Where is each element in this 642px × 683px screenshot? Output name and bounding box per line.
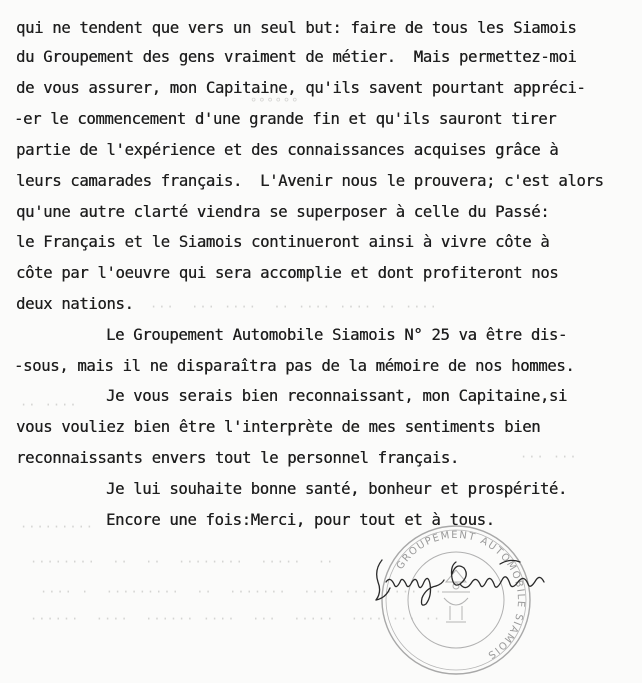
signature [360,552,560,612]
letter-line: Le Groupement Automobile Siamois N° 25 va être dis- [106,326,567,344]
letter-line: Je vous serais bien reconnaissant, mon Capitaine,si [106,387,567,405]
letter-line: reconnaissants envers tout le personnel français. [16,449,459,467]
letter-line: -sous, mais il ne disparaîtra pas de la mémoire de nos hommes. [14,357,575,375]
show-through-text: ········· [20,520,95,534]
show-through-text: ··· ··· [520,450,578,464]
letter-line: Encore une fois:Merci, pour tout et à tous. [106,511,495,529]
letter-line: qu'une autre clarté viendra se superposer à celle du Passé: [16,203,550,221]
letter-line: -er le commencement d'une grande fin et qu'ils sauront tirer [14,110,557,128]
letter-line: de vous assurer, mon Capitaine, qu'ils savent pourtant appréci- [16,79,586,97]
letter-line: du Groupement des gens vraiment de métier. Mais permettez-moi [16,48,577,66]
letter-line: leurs camarades français. L'Avenir nous le prouvera; c'est alors [16,172,604,190]
letter-line: côte par l'oeuvre qui sera accomplie et dont profiteront nos [16,264,559,282]
stamp-text: GROUPEMENT AUTOMOBILE SIAMOIS [394,529,527,661]
letter-line: deux nations. [16,295,134,313]
show-through-text: ··· ··· ···· ·· ···· ···· ·· ···· [150,300,438,314]
letter-line: qui ne tendent que vers un seul but: faire de tous les Siamois [16,19,577,37]
show-through-text: ···· · ········· ·· ······· ···· ··· ···· ·· [40,585,444,599]
show-through-text: ······ ···· ······ ···· ··· ····· ···· ··· ·· [30,612,442,626]
show-through-text: ········ ·· ·· ········ ····· ·· [30,555,335,569]
letter-line: partie de l'expérience et des connaissances acquises grâce à [16,141,559,159]
show-through-text: ·· ···· [20,398,78,412]
letter-line: le Français et le Siamois continueront ainsi à vivre côte à [16,233,550,251]
letter-line: vous vouliez bien être l'interprète de mes sentiments bien [16,418,541,436]
show-through-text: °°°°°° [250,96,300,110]
letter-line: Je lui souhaite bonne santé, bonheur et prospérité. [106,480,567,498]
